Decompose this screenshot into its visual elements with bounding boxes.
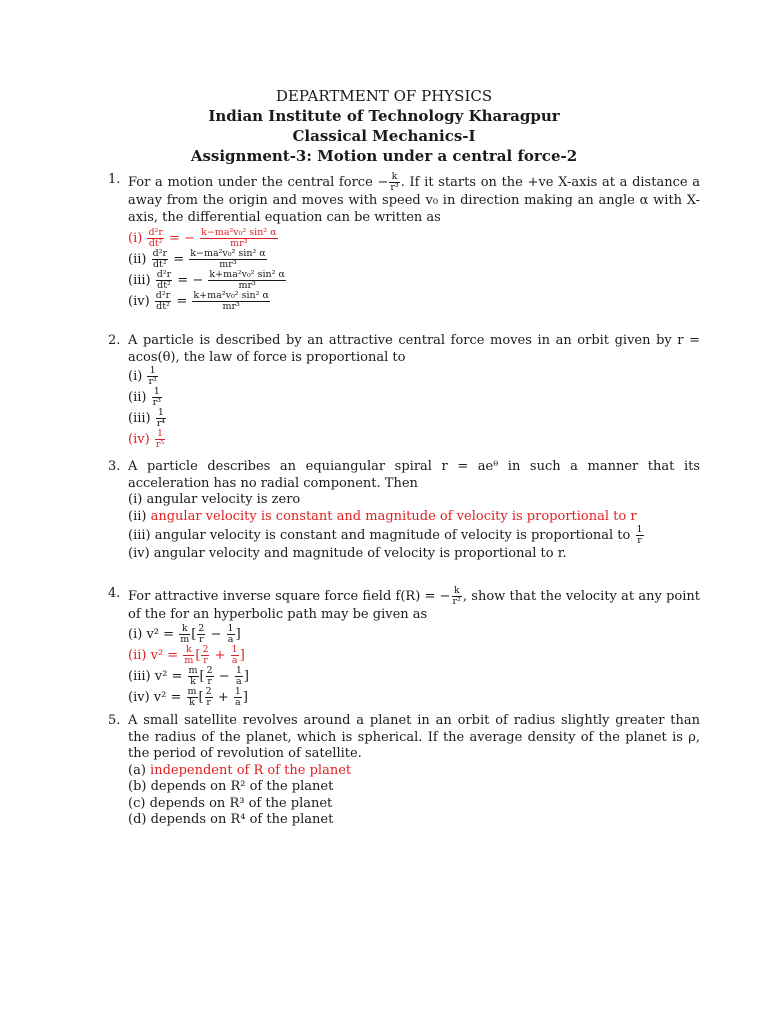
option-label: (iii) — [128, 273, 151, 288]
question-number: 1. — [108, 172, 121, 187]
assignment-title: Assignment-3: Motion under a central force-2 — [190, 147, 578, 165]
option-text: depends on R³ of the planet — [149, 795, 333, 811]
rhs-fraction — [189, 249, 266, 270]
fraction-numerator: k — [179, 624, 190, 635]
open-bracket: [ — [191, 626, 197, 642]
fraction-numerator: k+ma²v₀² sin² α — [209, 269, 285, 280]
lhs-fraction — [156, 270, 172, 291]
question-number: 2. — [108, 333, 121, 348]
option-3-i[interactable] — [128, 492, 700, 509]
question-text-part: For attractive inverse square force field f(R) = − — [128, 589, 451, 604]
option-label: (iv) — [128, 546, 150, 561]
velocity-lhs: v² = — [150, 647, 179, 663]
term-fraction — [231, 645, 239, 666]
option-label: (iii) — [128, 668, 151, 684]
question-text — [128, 172, 700, 226]
option-3-ii[interactable] — [128, 509, 700, 526]
term-fraction — [197, 624, 205, 645]
force-fraction — [452, 586, 462, 607]
option-label: (i) — [128, 492, 143, 507]
fraction-denominator: dt² — [148, 238, 163, 249]
velocity-lhs: v² = — [154, 668, 183, 684]
option-label: (b) — [128, 779, 147, 794]
fraction-denominator: r — [637, 535, 642, 546]
option-2-iv[interactable] — [128, 429, 700, 450]
option-2-iii[interactable] — [128, 408, 700, 429]
fraction-denominator: m — [180, 633, 190, 645]
option-label: (a) — [128, 762, 146, 778]
option-label: (ii) — [128, 390, 147, 405]
lhs-fraction — [152, 249, 168, 270]
term-fraction — [201, 645, 209, 666]
rhs-fraction — [208, 270, 285, 291]
lhs-fraction — [147, 228, 163, 249]
fraction-denominator: mr³ — [238, 280, 256, 291]
term-fraction — [206, 666, 214, 687]
option-5-b[interactable] — [128, 779, 700, 796]
fraction-denominator: r² — [148, 376, 157, 387]
fraction-numerator: k — [183, 645, 194, 656]
fraction-numerator: 2 — [205, 685, 212, 697]
term-fraction — [234, 687, 242, 708]
option-fraction — [152, 387, 162, 408]
fraction-numerator: d²r — [148, 227, 163, 238]
fraction-denominator: mr³ — [222, 301, 240, 312]
fraction-denominator: k — [190, 675, 196, 687]
option-label: (iii) — [128, 411, 151, 426]
question-text-part: , show that the velocity at any point of the for an hyperbolic path may be given as — [128, 589, 700, 622]
question-3 — [108, 459, 700, 563]
question-text: A particle is described by an attractive central force moves in an orbit given by r = acos(θ), the law of force is proportional to — [128, 333, 700, 365]
fraction-numerator: 1 — [152, 387, 162, 398]
fraction-denominator: r — [207, 675, 212, 687]
fraction-numerator: k−ma²v₀² sin² α — [201, 227, 277, 238]
operator: + — [217, 689, 229, 705]
open-bracket: [ — [195, 647, 201, 663]
lhs-fraction — [155, 291, 171, 312]
fraction-denominator: a — [227, 633, 234, 645]
option-2-i[interactable] — [128, 366, 700, 387]
coefficient-fraction — [188, 666, 199, 687]
fraction-numerator: k+ma²v₀² sin² α — [193, 290, 269, 301]
velocity-lhs: v² = — [153, 689, 182, 705]
option-1-iv[interactable] — [128, 291, 700, 312]
option-label: (d) — [128, 812, 147, 827]
force-fraction — [389, 172, 399, 193]
fraction-denominator: r⁴ — [156, 418, 166, 429]
fraction-denominator: a — [231, 654, 238, 666]
option-1-iii[interactable] — [128, 270, 700, 291]
equals-sign: = − — [169, 231, 195, 246]
fraction-numerator: k — [452, 586, 462, 597]
fraction-denominator: dt² — [156, 301, 170, 312]
option-text: depends on R² of the planet — [150, 779, 334, 794]
question-number: 4. — [108, 586, 121, 601]
question-text-part: . If it starts on the +ve X-axis at a distance a away from the origin and moves with speed v₀ in direction making an angle α with X-axis, the differential equation can be written as — [128, 175, 700, 225]
option-4-iii[interactable] — [128, 666, 700, 687]
fraction-denominator: a — [236, 675, 242, 687]
option-3-iv[interactable] — [128, 546, 700, 563]
term-fraction — [235, 666, 243, 687]
fraction-numerator: d²r — [152, 248, 168, 259]
fraction-numerator: 1 — [231, 643, 238, 655]
close-bracket: ] — [235, 626, 241, 642]
option-5-d[interactable] — [128, 812, 700, 829]
open-bracket: [ — [199, 668, 205, 684]
coefficient-fraction — [179, 624, 190, 645]
course-title: Classical Mechanics-I — [292, 127, 476, 145]
term-fraction — [205, 687, 213, 708]
option-3-iii[interactable] — [128, 525, 700, 546]
option-text: depends on R⁴ of the planet — [150, 812, 334, 827]
coefficient-fraction — [183, 645, 194, 666]
close-bracket: ] — [243, 668, 249, 684]
fraction-numerator: 1 — [235, 664, 242, 676]
option-text: independent of R of the planet — [150, 762, 352, 778]
question-number: 5. — [108, 713, 121, 728]
option-label: (i) — [128, 369, 143, 384]
document-header — [0, 86, 768, 166]
option-4-iv[interactable] — [128, 687, 700, 708]
fraction-denominator: dt² — [157, 280, 171, 291]
equals-sign: = — [173, 252, 185, 267]
fraction-denominator: r⁵ — [155, 439, 165, 450]
fraction-numerator: d²r — [155, 290, 171, 301]
fraction-numerator: 1 — [155, 429, 165, 440]
option-text: angular velocity is constant and magnitude of velocity is proportional to r — [150, 508, 637, 524]
option-1-ii[interactable] — [128, 249, 700, 270]
question-4 — [108, 586, 700, 708]
option-text: angular velocity and magnitude of velocity is proportional to r. — [153, 546, 567, 561]
fraction-denominator: r — [199, 633, 204, 645]
option-4-ii[interactable] — [128, 645, 700, 666]
fraction-denominator: r — [206, 696, 211, 708]
fraction-numerator: 1 — [147, 366, 157, 377]
operator: − — [210, 626, 222, 642]
option-label: (i) — [128, 231, 143, 246]
institute-title: Indian Institute of Technology Kharagpur — [208, 107, 560, 125]
fraction-numerator: 1 — [636, 524, 643, 535]
option-fraction — [155, 429, 165, 450]
fraction-numerator: 2 — [202, 643, 209, 655]
fraction-numerator: k−ma²v₀² sin² α — [190, 248, 266, 259]
question-text-part: For a motion under the central force − — [128, 175, 389, 190]
rhs-fraction — [200, 228, 277, 249]
option-fraction — [147, 366, 157, 387]
term-fraction — [227, 624, 235, 645]
fraction-denominator: mr³ — [219, 259, 237, 270]
fraction-numerator: d²r — [156, 269, 172, 280]
question-5 — [108, 713, 700, 829]
option-fraction — [156, 408, 166, 429]
department-title: DEPARTMENT OF PHYSICS — [275, 87, 493, 105]
fraction-numerator: m — [187, 685, 197, 697]
equals-sign: = − — [177, 273, 204, 288]
fraction-denominator: r — [203, 654, 208, 666]
option-label: (i) — [128, 626, 143, 642]
option-text: angular velocity is constant and magnitude of velocity is proportional to — [154, 528, 631, 543]
option-text: angular velocity is zero — [146, 492, 301, 507]
question-2 — [108, 333, 700, 450]
option-1-i[interactable] — [128, 228, 700, 249]
option-fraction — [636, 525, 644, 546]
option-label: (ii) — [128, 508, 147, 524]
fraction-numerator: m — [188, 664, 198, 676]
question-text: A particle describes an equiangular spiral r = aeᶿ in such a manner that its acceleration has no radial component. Then — [128, 459, 700, 491]
fraction-denominator: dt² — [152, 259, 167, 270]
fraction-denominator: r² — [452, 596, 461, 607]
option-label: (ii) — [128, 647, 147, 663]
option-4-i[interactable] — [128, 624, 700, 645]
option-label: (iv) — [128, 432, 150, 447]
rhs-fraction — [192, 291, 269, 312]
fraction-numerator: 1 — [234, 685, 241, 697]
question-number: 3. — [108, 459, 121, 474]
fraction-denominator: k — [189, 696, 195, 708]
fraction-numerator: k — [389, 172, 399, 183]
question-text: A small satellite revolves around a planet in an orbit of radius slightly greater than the radius of the planet, which is spherical. If the average density of the planet is ρ, the period of revolution of satellite. — [128, 713, 700, 761]
question-text — [128, 586, 700, 624]
coefficient-fraction — [187, 687, 198, 708]
equals-sign: = — [176, 294, 188, 309]
option-5-a[interactable] — [128, 763, 700, 780]
option-2-ii[interactable] — [128, 387, 700, 408]
option-label: (c) — [128, 795, 146, 811]
velocity-lhs: v² = — [146, 626, 175, 642]
close-bracket: ] — [242, 689, 248, 705]
fraction-numerator: 1 — [156, 408, 166, 419]
option-label: (ii) — [128, 252, 147, 267]
fraction-numerator: 1 — [227, 622, 234, 634]
option-label: (iv) — [128, 689, 150, 705]
operator: + — [214, 647, 226, 663]
fraction-numerator: 2 — [206, 664, 213, 676]
open-bracket: [ — [198, 689, 204, 705]
option-5-c[interactable] — [128, 796, 700, 813]
option-label: (iii) — [128, 528, 151, 543]
close-bracket: ] — [239, 647, 245, 663]
fraction-denominator: r³ — [390, 182, 399, 193]
fraction-denominator: a — [235, 696, 241, 708]
fraction-denominator: m — [184, 654, 194, 666]
operator: − — [218, 668, 230, 684]
option-label: (iv) — [128, 294, 150, 309]
question-1 — [108, 172, 700, 312]
fraction-denominator: mr³ — [230, 238, 248, 249]
fraction-numerator: 2 — [198, 622, 205, 634]
fraction-denominator: r³ — [152, 397, 161, 408]
